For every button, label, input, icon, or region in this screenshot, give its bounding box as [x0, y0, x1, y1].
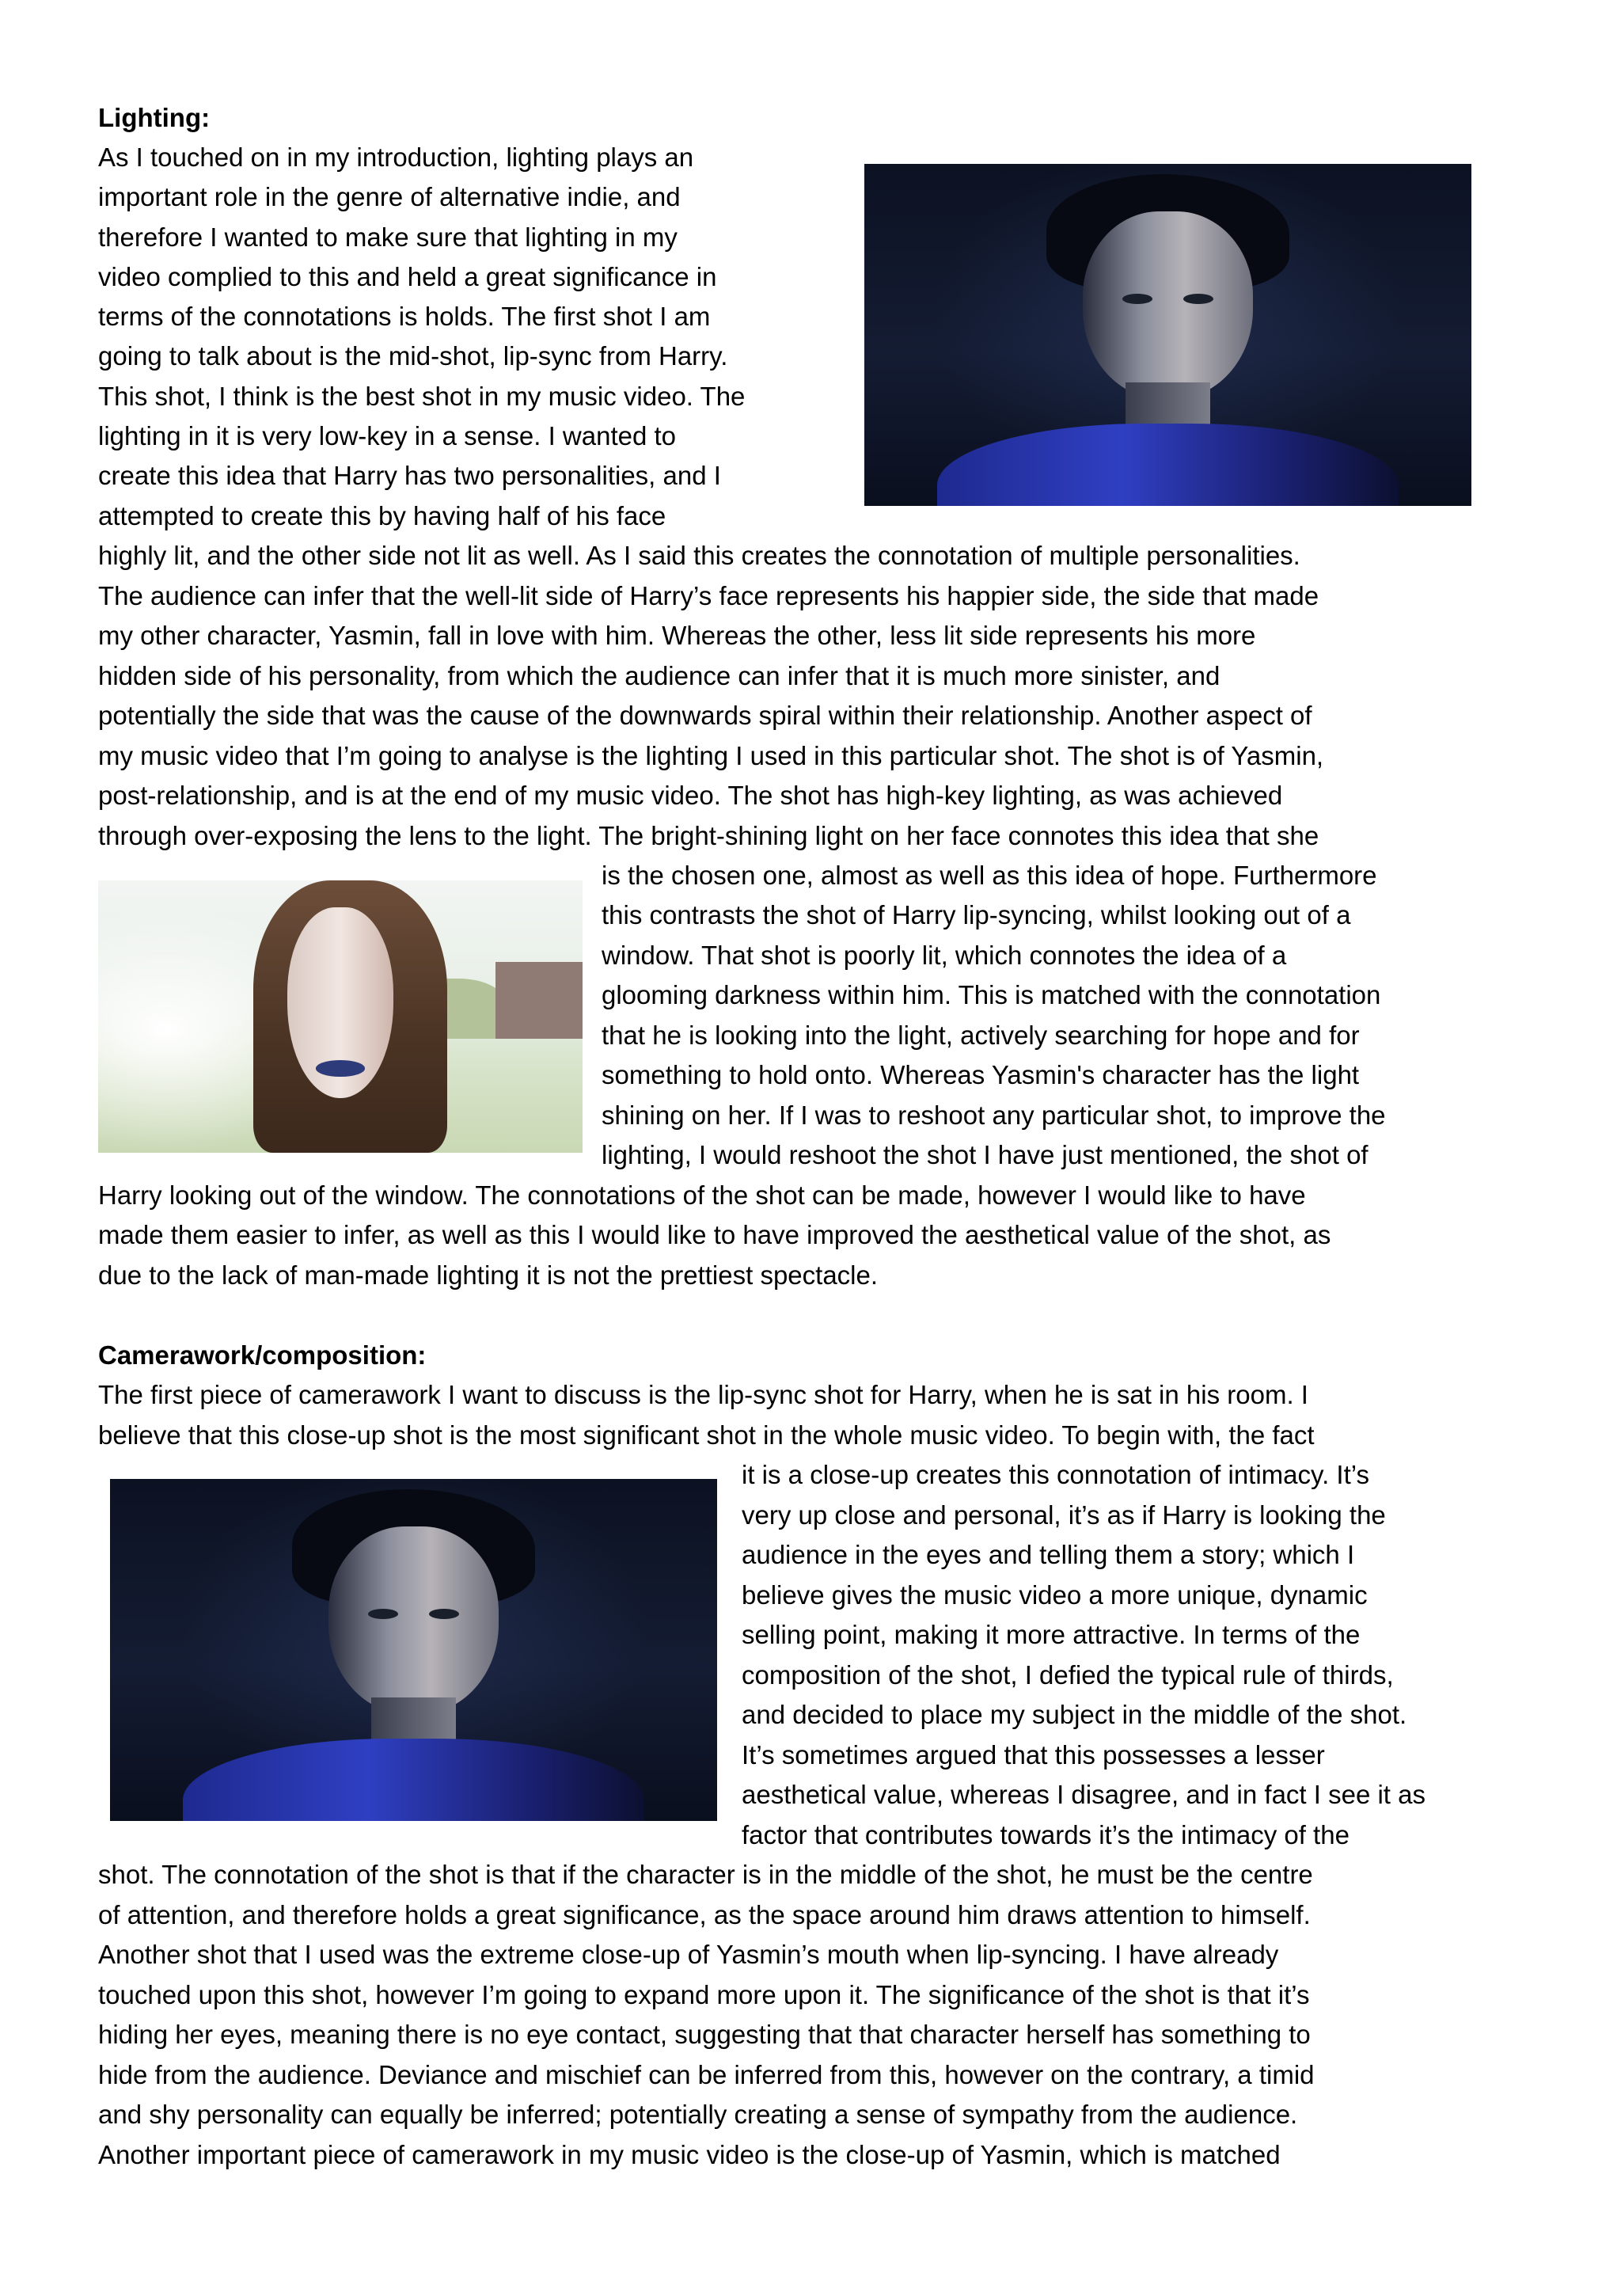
- paragraph-line: factor that contributes towards it’s the intimacy of the: [742, 1820, 1350, 1849]
- paragraph-line: aesthetical value, whereas I disagree, and in fact I see it as: [742, 1780, 1425, 1809]
- paragraph-line: and shy personality can equally be inferred; potentially creating a sense of sympathy from the audience.: [98, 2100, 1298, 2129]
- paragraph-line: highly lit, and the other side not lit as well. As I said this creates the connotation of multiple personalities.: [98, 541, 1300, 570]
- harry-close-up-photo: [110, 1479, 717, 1821]
- paragraph-line: shining on her. If I was to reshoot any particular shot, to improve the: [602, 1100, 1386, 1130]
- paragraph-line: and decided to place my subject in the middle of the shot.: [742, 1700, 1407, 1729]
- paragraph-line: post-relationship, and is at the end of my music video. The shot has high-key lighting, as was achieved: [98, 781, 1283, 810]
- paragraph-line: very up close and personal, it’s as if Harry is looking the: [742, 1500, 1386, 1530]
- paragraph-line: something to hold onto. Whereas Yasmin's character has the light: [602, 1060, 1360, 1089]
- paragraph-line: going to talk about is the mid-shot, lip-sync from Harry.: [98, 341, 728, 371]
- paragraph-line: it is a close-up creates this connotation of intimacy. It’s: [742, 1460, 1369, 1489]
- paragraph-line: is the chosen one, almost as well as this idea of hope. Furthermore: [602, 861, 1377, 890]
- paragraph-line: believe gives the music video a more unique, dynamic: [742, 1580, 1368, 1610]
- paragraph-line: lighting, I would reshoot the shot I have just mentioned, the shot of: [602, 1140, 1369, 1169]
- paragraph-line: create this idea that Harry has two personalities, and I: [98, 461, 721, 490]
- paragraph-line: hiding her eyes, meaning there is no eye contact, suggesting that that character herself has something to: [98, 2020, 1311, 2049]
- paragraph-line: lighting in it is very low-key in a sense. I wanted to: [98, 421, 677, 450]
- paragraph-line: potentially the side that was the cause of the downwards spiral within their relationship. Another aspect of: [98, 701, 1312, 730]
- paragraph-line: attempted to create this by having half of his face: [98, 501, 666, 530]
- paragraph-line: due to the lack of man-made lighting it is not the prettiest spectacle.: [98, 1260, 879, 1290]
- paragraph-line: The audience can infer that the well-lit side of Harry’s face represents his happier side, the side that made: [98, 581, 1319, 610]
- paragraph-line: therefore I wanted to make sure that lighting in my: [98, 222, 678, 252]
- paragraph-line: Harry looking out of the window. The connotations of the shot can be made, however I would like to have: [98, 1180, 1306, 1210]
- paragraph-line: important role in the genre of alternative indie, and: [98, 182, 681, 211]
- paragraph-line: window. That shot is poorly lit, which connotes the idea of a: [602, 941, 1287, 970]
- paragraph-line: that he is looking into the light, actively searching for hope and for: [602, 1021, 1360, 1050]
- paragraph-line: hidden side of his personality, from which the audience can infer that it is much more sinister, and: [98, 661, 1220, 690]
- paragraph-line: Another shot that I used was the extreme close-up of Yasmin’s mouth when lip-syncing. I have already: [98, 1940, 1279, 1969]
- paragraph-line: audience in the eyes and telling them a story; which I: [742, 1540, 1355, 1569]
- yasmin-high-key-photo: [98, 880, 583, 1153]
- paragraph-line: video complied to this and held a great significance in: [98, 262, 717, 291]
- paragraph-line: shot. The connotation of the shot is that if the character is in the middle of the shot, he must be the centre: [98, 1860, 1313, 1889]
- paragraph-line: my other character, Yasmin, fall in love with him. Whereas the other, less lit side represents his more: [98, 621, 1256, 650]
- harry-mid-shot-photo: [864, 164, 1471, 506]
- paragraph-line: terms of the connotations is holds. The first shot I am: [98, 302, 711, 331]
- paragraph-line: made them easier to infer, as well as this I would like to have improved the aesthetical value of the shot, as: [98, 1220, 1331, 1249]
- lighting-heading: Lighting:: [98, 103, 211, 132]
- paragraph-line: hide from the audience. Deviance and mischief can be inferred from this, however on the contrary, a timid: [98, 2060, 1315, 2089]
- paragraph-line: The first piece of camerawork I want to discuss is the lip-sync shot for Harry, when he is sat in his room. I: [98, 1380, 1308, 1409]
- paragraph-line: It’s sometimes argued that this possesses a lesser: [742, 1740, 1325, 1770]
- paragraph-line: of attention, and therefore holds a great significance, as the space around him draws attention to himself.: [98, 1900, 1311, 1929]
- paragraph-line: As I touched on in my introduction, lighting plays an: [98, 143, 694, 172]
- paragraph-line: Another important piece of camerawork in my music video is the close-up of Yasmin, which is matched: [98, 2140, 1281, 2169]
- paragraph-line: this contrasts the shot of Harry lip-syncing, whilst looking out of a: [602, 900, 1351, 929]
- paragraph-line: believe that this close-up shot is the most significant shot in the whole music video. To begin with, the fact: [98, 1420, 1315, 1450]
- paragraph-line: This shot, I think is the best shot in my music video. The: [98, 382, 746, 411]
- paragraph-line: glooming darkness within him. This is matched with the connotation: [602, 980, 1381, 1009]
- paragraph-line: touched upon this shot, however I’m going to expand more upon it. The significance of the shot is that it’s: [98, 1980, 1310, 2009]
- paragraph-line: selling point, making it more attractive. In terms of the: [742, 1620, 1361, 1649]
- paragraph-line: through over-exposing the lens to the light. The bright-shining light on her face connotes this idea that she: [98, 821, 1319, 850]
- camerawork-heading: Camerawork/composition:: [98, 1340, 427, 1370]
- paragraph-line: my music video that I’m going to analyse is the lighting I used in this particular shot. The shot is of Yasmin,: [98, 741, 1324, 770]
- paragraph-line: composition of the shot, I defied the typical rule of thirds,: [742, 1660, 1394, 1690]
